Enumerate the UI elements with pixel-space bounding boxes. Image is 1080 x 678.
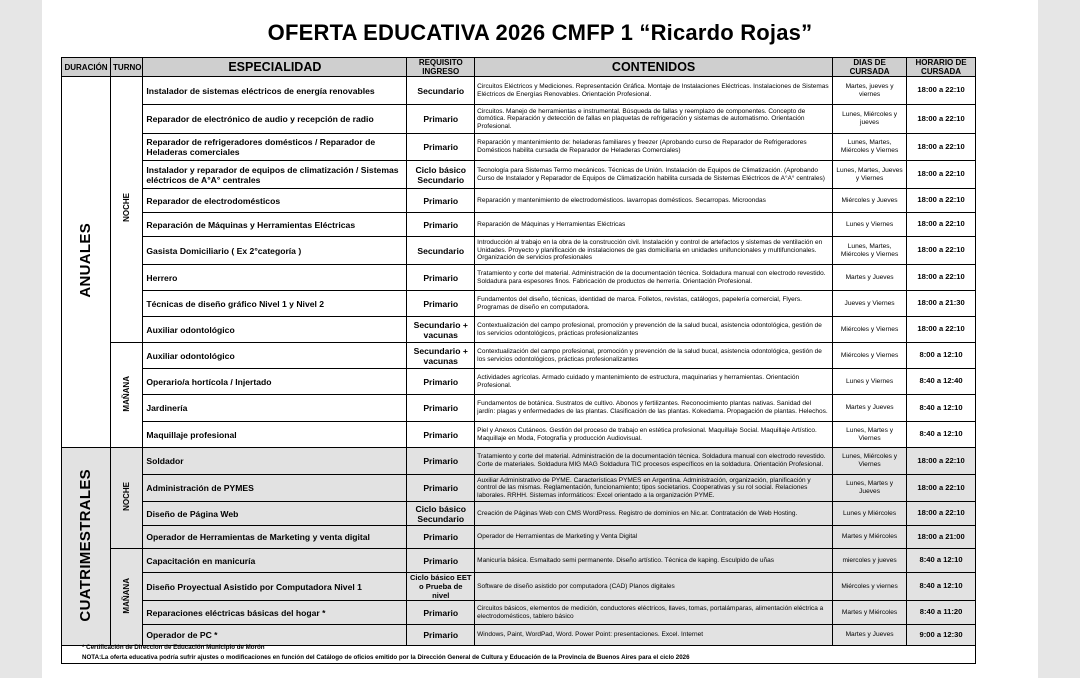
cell-especialidad: Soldador (143, 448, 407, 475)
table-row (62, 237, 976, 265)
cell-contenidos: Circuitos Eléctricos y Mediciones. Representación Gráfica. Montaje de Instalaciones Eléctricas. Instalaciones de Sistemas Eléctricos de Energías Renovables. Orientación Profesional. (475, 77, 833, 105)
table-row (62, 448, 976, 475)
cell-especialidad: Auxiliar odontológico (143, 317, 407, 343)
cell-horario: 18:00 a 22:10 (907, 213, 976, 237)
cell-horario: 8:40 a 11:20 (907, 601, 976, 625)
cell-horario: 18:00 a 22:10 (907, 189, 976, 213)
cell-especialidad: Reparador de refrigeradores domésticos / Reparador de Heladeras comerciales (143, 134, 407, 161)
cell-contenidos: Circuitos. Manejo de herramientas e instrumental. Búsqueda de fallas y reemplazo de componentes. Concepto de domótica. Reparación y detección de fallas en plaquetas de refrigeración y sistemas de automatismo. Orientación Profesional. (475, 105, 833, 134)
cell-horario: 8:40 a 12:40 (907, 369, 976, 395)
cell-contenidos: Contextualización del campo profesional, promoción y prevención de la salud bucal, asistencia odontológica, gestión de los servicios odontológicos, prácticas profesionalizantes (475, 343, 833, 369)
cell-especialidad: Gasista Domiciliario ( Ex 2°categoría ) (143, 237, 407, 265)
table-row (62, 291, 976, 317)
cell-especialidad: Capacitación en manicuría (143, 549, 407, 573)
cell-dias: Lunes y Viernes (833, 369, 907, 395)
table-row (62, 105, 976, 134)
cell-dias: Miércoles y Viernes (833, 317, 907, 343)
cell-horario: 18:00 a 22:10 (907, 475, 976, 502)
table-row (62, 317, 976, 343)
cell-dias: Lunes, Martes, Jueves y Viernes (833, 161, 907, 189)
cell-especialidad: Maquillaje profesional (143, 422, 407, 448)
group-cuatrimestrales (62, 448, 111, 646)
cell-requisito: Primario (407, 265, 475, 291)
cell-especialidad: Reparador de electrónico de audio y recepción de radio (143, 105, 407, 134)
cell-requisito: Primario (407, 549, 475, 573)
course-table (61, 57, 976, 646)
cell-contenidos: Fundamentos de botánica. Sustratos de cultivo. Abonos y fertilizantes. Reconocimiento plantas nativas. Sanidad del jardín: plagas y enfermedades de las plantas. Clasificación de las plantas. Kokedama. Propagación de plantas. Helechos. (475, 395, 833, 422)
table-row (62, 265, 976, 291)
cell-requisito: Primario (407, 189, 475, 213)
table-row (62, 502, 976, 526)
cell-contenidos: Software de diseño asistido por computadora (CAD) Planos digitales (475, 573, 833, 601)
cell-dias: Lunes, Martes y Jueves (833, 475, 907, 502)
cell-dias: Martes y Miércoles (833, 601, 907, 625)
cell-horario: 8:40 a 12:10 (907, 395, 976, 422)
cell-dias: Miércoles y Viernes (833, 343, 907, 369)
cell-horario: 8:40 a 12:10 (907, 549, 976, 573)
cell-contenidos: Circuitos básicos, elementos de medición, conductores eléctricos, llaves, tomas, portalámparas, alimentación eléctrica a electrodomésticos, tablero básico (475, 601, 833, 625)
turno-noche (111, 77, 143, 343)
cell-dias: Lunes, Martes, Miércoles y Viernes (833, 134, 907, 161)
table-row (62, 395, 976, 422)
cell-especialidad: Jardinería (143, 395, 407, 422)
table-row (62, 549, 976, 573)
cell-dias: Martes y Jueves (833, 625, 907, 646)
cell-horario: 9:00 a 12:30 (907, 625, 976, 646)
table-row (62, 161, 976, 189)
cell-especialidad: Operador de Herramientas de Marketing y venta digital (143, 526, 407, 549)
cell-requisito: Ciclo básico EET o Prueba de nivel (407, 573, 475, 601)
turno-label: MAÑANA (121, 577, 131, 614)
cell-horario: 18:00 a 22:10 (907, 105, 976, 134)
cell-horario: 18:00 a 22:10 (907, 265, 976, 291)
turno-label: NOCHE (121, 193, 131, 223)
cell-contenidos: Reparación y mantenimiento de electrodomésticos. lavarropas domésticos. Secarropas. Microondas (475, 189, 833, 213)
cell-contenidos: Auxiliar Administrativo de PYME. Características PYMES en Argentina. Administración, organización, planificación y control de las mismas. Reglamentación, funcionamiento; tipos societarios. Cooperativas y su rol social. Relaciones laborales. RRHH. Sistemas informáticos: Excel orientado a la organización PYME. (475, 475, 833, 502)
cell-contenidos: Tratamiento y corte del material. Administración de la documentación técnica. Soldadura manual con electrodo revestido. Corte de materiales. Soldadura MIG MAG Soldadura TIC procesos específicos en la soldadura. Orientación Profesional. (475, 448, 833, 475)
cell-horario: 18:00 a 21:00 (907, 526, 976, 549)
cell-dias: Lunes y Viernes (833, 213, 907, 237)
cell-contenidos: Introducción al trabajo en la obra de la construcción civil. Instalación y control de artefactos y sistemas de ventilación en Unidades. Proyecto y planificación de instalaciones de gas domiciliaria en unidades unifuncionales y multifuncionales. Organización de servicios profesionales (475, 237, 833, 265)
cell-dias: Lunes, Martes, Miércoles y Viernes (833, 237, 907, 265)
cell-dias: Martes y Jueves (833, 395, 907, 422)
cell-contenidos: Tratamiento y corte del material. Administración de la documentación técnica. Soldadura manual con electrodo revestido. Soldadura para espesores finos. Fabricación de productos de herrería. Orientación Profesional. (475, 265, 833, 291)
cell-horario: 8:00 a 12:10 (907, 343, 976, 369)
table-row (62, 475, 976, 502)
cell-requisito: Secundario (407, 237, 475, 265)
cell-dias: miercoles y jueves (833, 549, 907, 573)
cell-especialidad: Operador de PC * (143, 625, 407, 646)
cell-contenidos: Tecnología para Sistemas Termo mecánicos. Técnicas de Unión. Instalación de Equipos de Climatización. (Aprobando Curso de Instalador y Reparador de Equipos de Climatización habilita cursada de Sistemas Eléctricos de A°A° centrales) (475, 161, 833, 189)
cell-contenidos: Contextualización del campo profesional, promoción y prevención de la salud bucal, asistencia odontológica, gestión de los servicios odontológicos, prácticas profesionalizantes (475, 317, 833, 343)
table-row (62, 77, 976, 105)
group-anuales (62, 77, 111, 448)
footnote-nota: NOTA:La oferta educativa podría sufrir ajustes o modificaciones en función del Catálogo de oficios emitido por la Dirección General de Cultura y Educación de la Provincia de Buenos Aires para el ciclo 2026 (82, 654, 690, 661)
cell-especialidad: Técnicas de diseño gráfico Nivel 1 y Nivel 2 (143, 291, 407, 317)
cell-dias: Jueves y Viernes (833, 291, 907, 317)
cell-especialidad: Auxiliar odontológico (143, 343, 407, 369)
cell-contenidos: Creación de Páginas Web con CMS WordPress. Registro de dominios en Nic.ar. Contratación de Web Hosting. (475, 502, 833, 526)
turno-manana (111, 343, 143, 448)
cell-requisito: Secundario + vacunas (407, 343, 475, 369)
cell-horario: 18:00 a 22:10 (907, 77, 976, 105)
turno-manana (111, 549, 143, 646)
table-row (62, 213, 976, 237)
header-dias: DIAS DE CURSADA (833, 58, 907, 77)
turno-label: NOCHE (121, 481, 131, 511)
table-row (62, 134, 976, 161)
cell-horario: 8:40 a 12:10 (907, 422, 976, 448)
cell-requisito: Primario (407, 422, 475, 448)
cell-especialidad: Administración de PYMES (143, 475, 407, 502)
cell-requisito: Primario (407, 134, 475, 161)
cell-requisito: Primario (407, 369, 475, 395)
cell-dias: Martes y Jueves (833, 265, 907, 291)
header-turno: TURNO (111, 58, 143, 77)
cell-especialidad: Diseño Proyectual Asistido por Computadora Nivel 1 (143, 573, 407, 601)
table-row (62, 369, 976, 395)
cell-contenidos: Manicuría básica. Esmaltado semi permanente. Diseño artístico. Técnica de kaping. Esculpido de uñas (475, 549, 833, 573)
turno-noche (111, 448, 143, 549)
cell-dias: Lunes, Martes y Viernes (833, 422, 907, 448)
cell-contenidos: Reparación de Máquinas y Herramientas Eléctricas (475, 213, 833, 237)
cell-contenidos: Fundamentos del diseño, técnicas, identidad de marca. Folletos, revistas, catálogos, papelería comercial, Flyers. Programas de diseño en computadora. (475, 291, 833, 317)
cell-requisito: Primario (407, 105, 475, 134)
cell-requisito: Primario (407, 526, 475, 549)
header-duracion: DURACIÓN (62, 58, 111, 77)
cell-contenidos: Windows, Paint, WordPad, Word. Power Point: presentaciones. Excel. Internet (475, 625, 833, 646)
cell-dias: Miércoles y Jueves (833, 189, 907, 213)
cell-dias: Lunes, Miércoles y Viernes (833, 448, 907, 475)
cell-horario: 18:00 a 22:10 (907, 237, 976, 265)
group-label: CUATRIMESTRALES (76, 468, 94, 622)
cell-dias: Martes y Miércoles (833, 526, 907, 549)
footnote-certificacion: * Certificación de Direccion de Educación Municipio de Morón (82, 644, 265, 651)
header-especialidad: ESPECIALIDAD (143, 58, 407, 77)
cell-requisito: Ciclo básico Secundario (407, 502, 475, 526)
cell-requisito: Primario (407, 475, 475, 502)
cell-horario: 18:00 a 22:10 (907, 161, 976, 189)
cell-contenidos: Reparación y mantenimiento de: heladeras familiares y freezer (Aprobando curso de Reparador de Refrigeradores Domésticos habilita cursada de Reparador de Heladeras Comerciales) (475, 134, 833, 161)
cell-contenidos: Operador de Herramientas de Marketing y Venta Digital (475, 526, 833, 549)
cell-requisito: Secundario (407, 77, 475, 105)
cell-especialidad: Herrero (143, 265, 407, 291)
table-row (62, 422, 976, 448)
cell-requisito: Primario (407, 395, 475, 422)
cell-especialidad: Reparación de Máquinas y Herramientas Eléctricas (143, 213, 407, 237)
table-row (62, 573, 976, 601)
cell-contenidos: Piel y Anexos Cutáneos. Gestión del proceso de trabajo en estética profesional. Maquillaje Social. Maquillaje Artístico. Maquillaje en Moda, Fotografía y producción Audiovisual. (475, 422, 833, 448)
cell-especialidad: Reparador de electrodomésticos (143, 189, 407, 213)
cell-contenidos: Actividades agrícolas. Armado cuidado y mantenimiento de estructura, maquinarias y herramientas. Orientación Profesional. (475, 369, 833, 395)
cell-horario: 18:00 a 22:10 (907, 448, 976, 475)
cell-especialidad: Instalador y reparador de equipos de climatización / Sistemas eléctricos de A°A° centrales (143, 161, 407, 189)
cell-especialidad: Reparaciones eléctricas básicas del hogar * (143, 601, 407, 625)
header-contenidos: CONTENIDOS (475, 58, 833, 77)
table-row (62, 189, 976, 213)
table-header-row (62, 58, 976, 77)
cell-dias: Lunes, Miércoles y jueves (833, 105, 907, 134)
cell-horario: 18:00 a 22:10 (907, 317, 976, 343)
cell-dias: Lunes y Miércoles (833, 502, 907, 526)
table-row (62, 526, 976, 549)
table-row (62, 343, 976, 369)
cell-horario: 8:40 a 12:10 (907, 573, 976, 601)
turno-label: MAÑANA (121, 375, 131, 412)
table-row (62, 601, 976, 625)
cell-horario: 18:00 a 21:30 (907, 291, 976, 317)
cell-requisito: Ciclo básico Secundario (407, 161, 475, 189)
cell-requisito: Primario (407, 291, 475, 317)
cell-especialidad: Instalador de sistemas eléctricos de energía renovables (143, 77, 407, 105)
cell-requisito: Secundario + vacunas (407, 317, 475, 343)
cell-horario: 18:00 a 22:10 (907, 502, 976, 526)
cell-requisito: Primario (407, 625, 475, 646)
cell-especialidad: Diseño de Página Web (143, 502, 407, 526)
cell-requisito: Primario (407, 448, 475, 475)
cell-dias: Martes, jueves y viernes (833, 77, 907, 105)
cell-requisito: Primario (407, 601, 475, 625)
group-label: ANUALES (76, 223, 94, 298)
footnotes (61, 643, 976, 664)
cell-requisito: Primario (407, 213, 475, 237)
header-requisito: REQUISITO INGRESO (407, 58, 475, 77)
header-horario: HORARIO DE CURSADA (907, 58, 976, 77)
cell-dias: Miércoles y viernes (833, 573, 907, 601)
page-title: OFERTA EDUCATIVA 2026 CMFP 1 “Ricardo Rojas” (267, 20, 813, 45)
cell-horario: 18:00 a 22:10 (907, 134, 976, 161)
cell-especialidad: Operario/a hortícola / Injertado (143, 369, 407, 395)
